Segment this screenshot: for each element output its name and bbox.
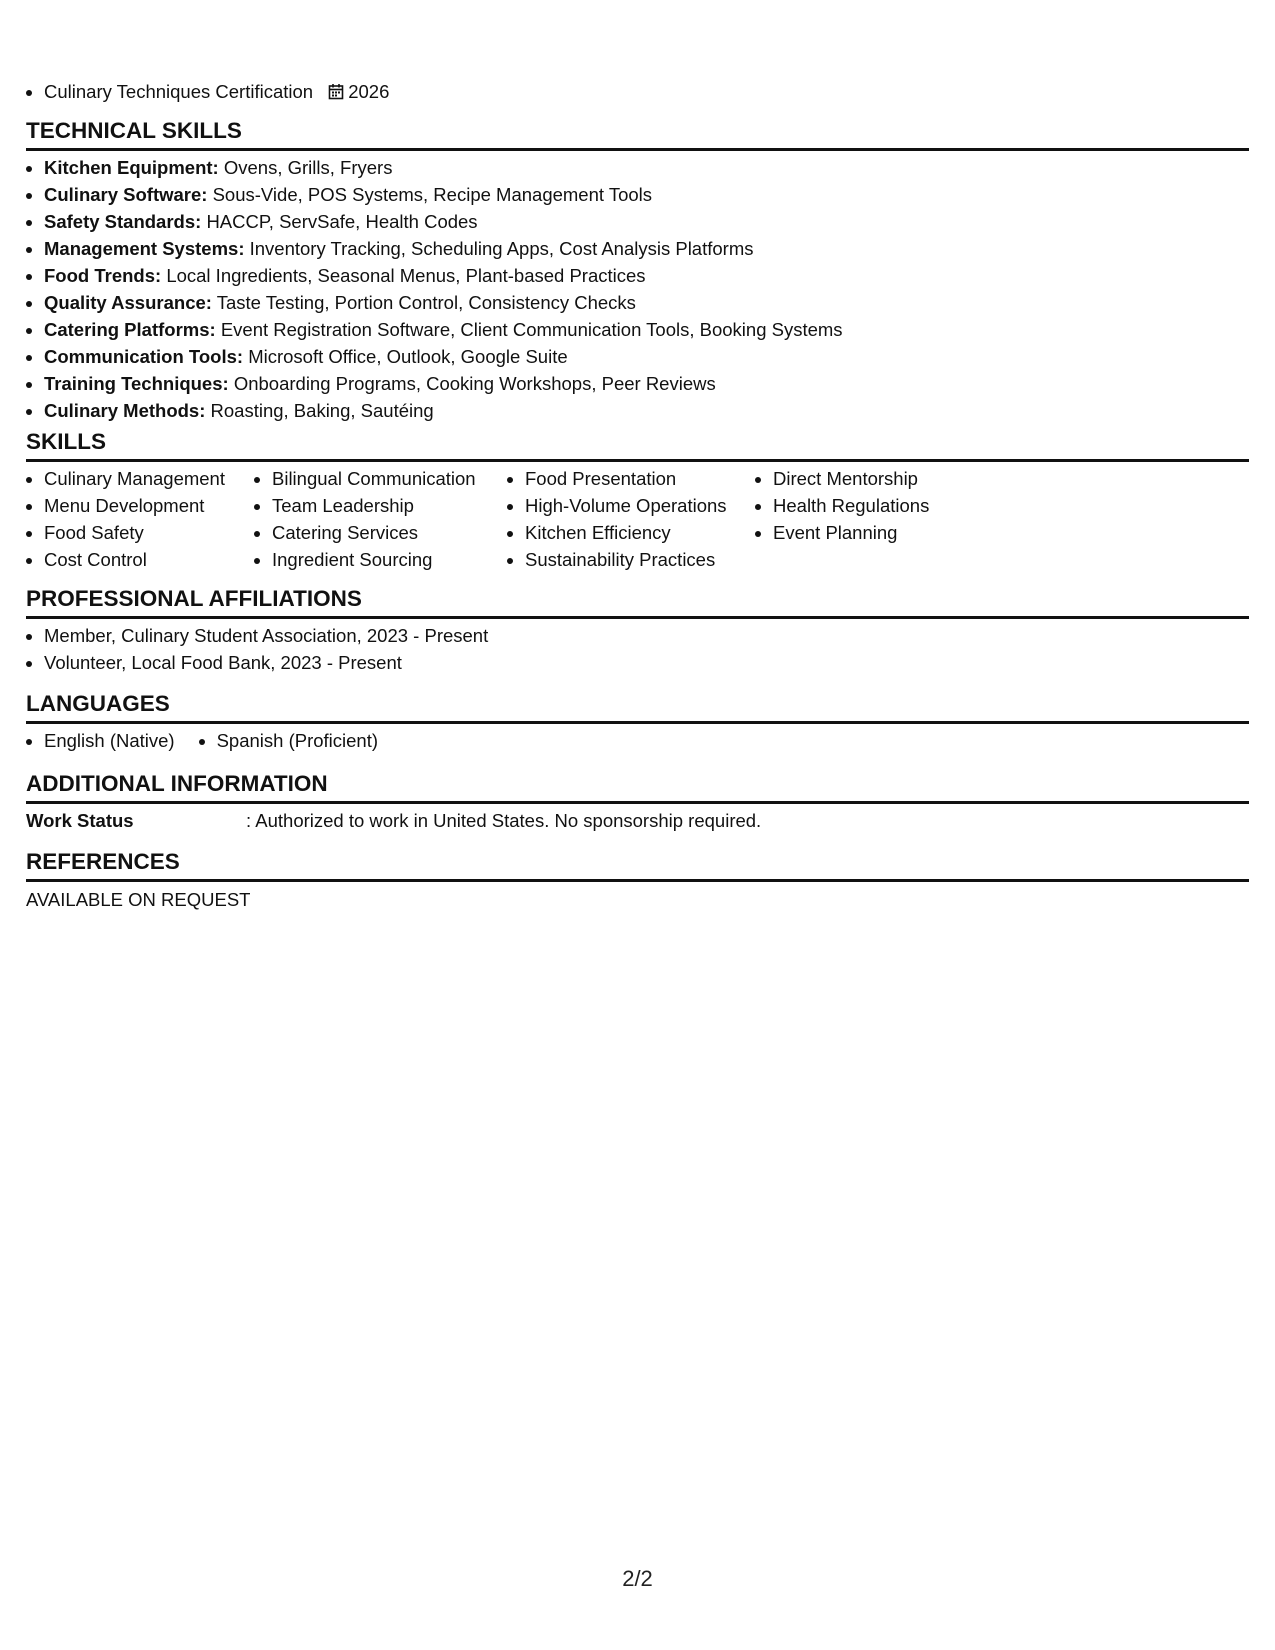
additional-info-section [26,807,1249,834]
technical-skill-label: Communication Tools: [44,346,244,367]
technical-skill-label: Culinary Software: [44,184,208,205]
certification-name: Culinary Techniques Certification [44,81,314,102]
languages-heading: LANGUAGES [26,689,1249,724]
skills-column [26,465,254,573]
skills-section [26,465,1249,573]
affiliations-list [26,622,1249,676]
skill-item: • Cost Control [44,546,254,573]
skills-column [507,465,755,573]
technical-skill-label: Kitchen Equipment: [44,157,219,178]
skills-heading: SKILLS [26,427,1249,462]
skill-item: • Food Safety [44,519,254,546]
skill-item: • Event Planning [773,519,1003,546]
skill-item: • Bilingual Communication [272,465,507,492]
technical-skills-heading: TECHNICAL SKILLS [26,116,1249,151]
technical-skill-label: Management Systems: [44,238,245,259]
languages-list [199,727,378,754]
references-heading: REFERENCES [26,847,1249,882]
affiliations-section [26,622,1249,676]
technical-skill-value: Microsoft Office, Outlook, Google Suite [248,346,568,367]
languages-section [26,727,1249,754]
technical-skill-label: Quality Assurance: [44,292,212,313]
technical-skill-value: Taste Testing, Portion Control, Consistency Checks [216,292,636,313]
technical-skill-label: Catering Platforms: [44,319,216,340]
skill-item: • Culinary Management [44,465,254,492]
page-number: 2/2 [622,1566,653,1591]
technical-skill-value: Inventory Tracking, Scheduling Apps, Cost Analysis Platforms [249,238,754,259]
skill-item: • Direct Mentorship [773,465,1003,492]
technical-skill-value: HACCP, ServSafe, Health Codes [206,211,478,232]
affiliations-heading: PROFESSIONAL AFFILIATIONS [26,584,1249,619]
technical-skill-value: Sous-Vide, POS Systems, Recipe Management Tools [212,184,653,205]
technical-skill-label: Culinary Methods: [44,400,206,421]
skill-item: • High-Volume Operations [525,492,755,519]
skill-item: • Catering Services [272,519,507,546]
technical-skill-item [44,316,1249,343]
skill-item: • Kitchen Efficiency [525,519,755,546]
references-text: AVAILABLE ON REQUEST [26,889,251,910]
technical-skill-item [44,343,1249,370]
technical-skill-value: Ovens, Grills, Fryers [223,157,393,178]
technical-skill-value: Local Ingredients, Seasonal Menus, Plant-based Practices [166,265,646,286]
technical-skill-item [44,397,1249,424]
work-status-value: : Authorized to work in United States. No sponsorship required. [246,810,762,831]
additional-info-heading: ADDITIONAL INFORMATION [26,769,1249,804]
languages-list [26,727,175,754]
technical-skill-item [44,289,1249,316]
skills-column [755,465,1003,573]
certification-year: 2026 [348,81,390,102]
language-item: • Spanish (Proficient) [217,727,378,754]
technical-skill-value: Roasting, Baking, Sautéing [210,400,434,421]
affiliation-item: • Volunteer, Local Food Bank, 2023 - Present [44,649,1249,676]
technical-skills-list [26,154,1249,424]
technical-skill-value: Event Registration Software, Client Communication Tools, Booking Systems [220,319,843,340]
technical-skill-label: Safety Standards: [44,211,202,232]
technical-skill-item [44,154,1249,181]
skill-item: • Team Leadership [272,492,507,519]
technical-skill-item [44,262,1249,289]
certification-item [44,78,389,107]
technical-skill-item [44,370,1249,397]
technical-skill-value: Onboarding Programs, Cooking Workshops, Peer Reviews [233,373,716,394]
skill-item: • Menu Development [44,492,254,519]
language-item: • English (Native) [44,727,175,754]
technical-skill-label: Training Techniques: [44,373,229,394]
technical-skills-section [26,154,1249,424]
technical-skill-item [44,208,1249,235]
skill-item: • Food Presentation [525,465,755,492]
technical-skill-item [44,181,1249,208]
skill-item: • Sustainability Practices [525,546,755,573]
certification-list [26,78,389,107]
calendar-icon [328,80,344,107]
work-status-row [26,807,1249,834]
technical-skill-item [44,235,1249,262]
skill-item: • Health Regulations [773,492,1003,519]
skill-item: • Ingredient Sourcing [272,546,507,573]
technical-skill-label: Food Trends: [44,265,162,286]
skills-column [254,465,507,573]
affiliation-item: • Member, Culinary Student Association, 2023 - Present [44,622,1249,649]
work-status-label: Work Status [26,810,134,831]
